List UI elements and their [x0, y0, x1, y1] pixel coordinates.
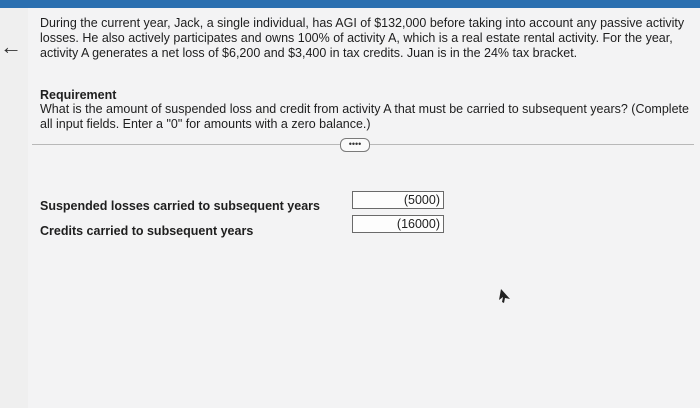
expand-more-button[interactable]: •••• [340, 138, 370, 152]
requirement-heading: Requirement [40, 88, 117, 102]
credits-carried-label: Credits carried to subsequent years [40, 224, 254, 238]
mouse-pointer-icon [498, 288, 512, 304]
requirement-text: What is the amount of suspended loss and credit from activity A that must be carried to subsequent years? (Complete all input fields. Enter a "0" for amounts with a zero balance.) [40, 102, 689, 131]
credits-carried-input[interactable] [352, 215, 444, 233]
suspended-losses-label: Suspended losses carried to subsequent years [40, 199, 320, 213]
left-gutter [0, 8, 28, 408]
question-panel [28, 8, 700, 408]
top-accent-bar [0, 0, 700, 8]
suspended-losses-input[interactable] [352, 191, 444, 209]
question-text: During the current year, Jack, a single individual, has AGI of $132,000 before taking into account any passive activity losses. He also actively participates and owns 100% of activity A, which is a real estate rental activity. For the year, activity A generates a net loss of $6,200 and $3,400 in tax credits. Juan is in the 24% tax bracket. [40, 16, 685, 60]
back-arrow-icon[interactable]: ← [0, 34, 22, 59]
